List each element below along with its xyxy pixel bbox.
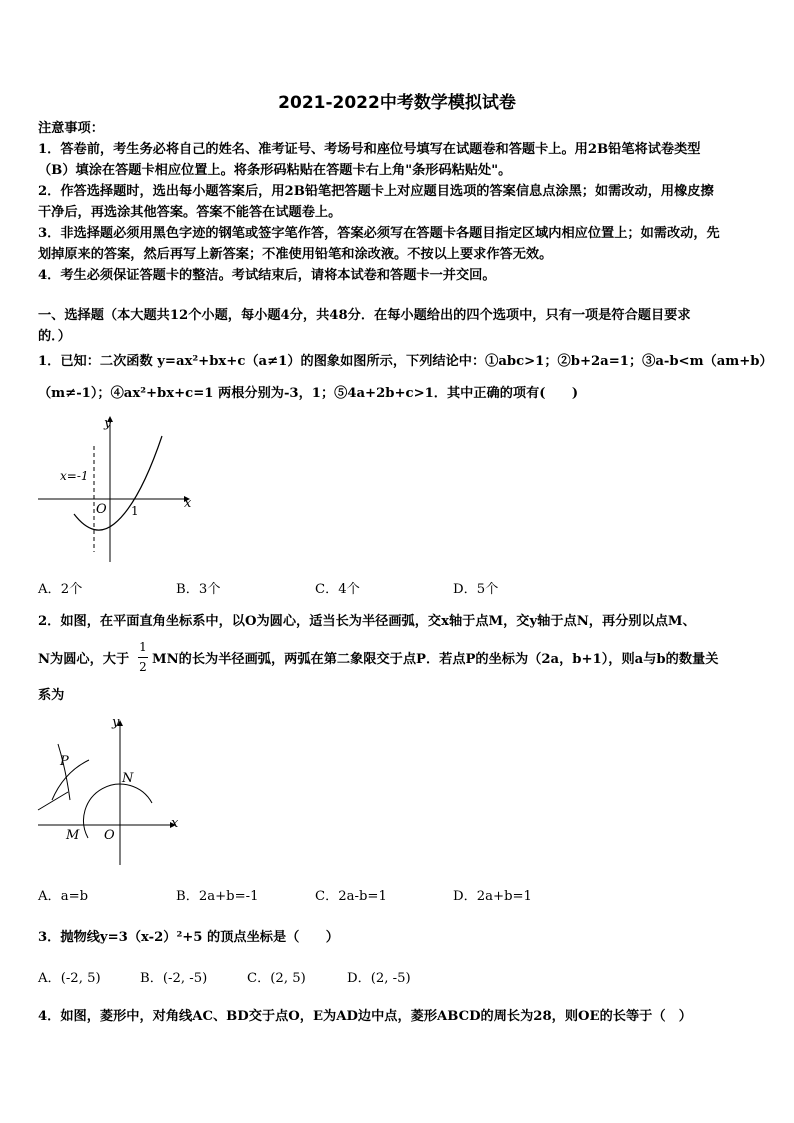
fig2-label-y: y xyxy=(112,715,120,730)
question-2-text-part-b: MN的长为半径画弧，两弧在第二象限交于点P．若点P的坐标为（2a，b+1），则a与b的数量关 xyxy=(152,652,719,667)
notice-line: 1．答卷前，考生务必将自己的姓名、准考证号、考场号和座位号填写在试题卷和答题卡上。用2B铅笔将试卷类型 xyxy=(38,142,701,157)
notice-heading: 注意事项： xyxy=(38,121,104,136)
fraction-numerator: 1 xyxy=(139,640,147,654)
fig1-label-x: x xyxy=(184,496,192,511)
question-1-option-c[interactable]: C．4个 xyxy=(315,582,360,597)
question-3-option-b[interactable]: B．(-2, -5) xyxy=(140,971,208,986)
fig1-label-one: 1 xyxy=(131,504,139,518)
question-3-option-c[interactable]: C．(2, 5) xyxy=(247,971,306,986)
question-2-figure xyxy=(34,712,184,870)
fraction-denominator: 2 xyxy=(139,660,147,674)
fraction-bar xyxy=(138,657,148,658)
fig1-label-origin: O xyxy=(96,502,107,517)
fig2-label-n: N xyxy=(122,771,134,786)
notice-line: 干净后，再选涂其他答案。答案不能答在试题卷上。 xyxy=(38,205,342,220)
question-4-text: 4．如图，菱形中，对角线AC、BD交于点O，E为AD边中点，菱形ABCD的周长为28，则OE的长等于（ ） xyxy=(38,1009,692,1024)
notice-line: 2．作答选择题时，选出每小题答案后，用2B铅笔把答题卡上对应题目选项的答案信息点涂黑；如需改动，用橡皮擦 xyxy=(38,184,714,199)
question-2-text-cont: 系为 xyxy=(38,688,65,703)
notice-line: 3．非选择题必须用黑色字迹的钢笔或签字笔作答，答案必须写在答题卡各题目指定区域内相应位置上；如需改动，先 xyxy=(38,226,720,241)
question-1-option-d[interactable]: D．5个 xyxy=(453,582,499,597)
fig2-label-p: P xyxy=(60,754,69,769)
page-title: 2021-2022中考数学模拟试卷 xyxy=(278,93,516,113)
question-2-option-d[interactable]: D．2a+b=1 xyxy=(453,889,532,904)
question-1-text-cont: （m≠-1）；④ax²+bx+c=1 两根分别为-3，1；⑤4a+2b+c>1．其中正确的项有( ) xyxy=(38,386,579,401)
question-1-text: 1．已知：二次函数 y=ax²+bx+c（a≠1）的图象如图所示，下列结论中：①abc>1；②b+2a=1；③a-b<m（am+b） xyxy=(38,354,773,369)
fig2-label-x: x xyxy=(171,816,179,831)
question-2-option-b[interactable]: B．2a+b=-1 xyxy=(176,889,259,904)
fig2-label-o: O xyxy=(104,828,115,843)
fig1-label-y: y xyxy=(104,416,112,431)
question-1-option-b[interactable]: B．3个 xyxy=(176,582,221,597)
question-3-option-d[interactable]: D．(2, -5) xyxy=(347,971,411,986)
notice-line: 4．考生必须保证答题卡的整洁。考试结束后，请将本试卷和答题卡一并交回。 xyxy=(38,268,496,283)
fig1-label-axis: x=-1 xyxy=(60,469,89,483)
question-2-text-part-a: N为圆心，大于 xyxy=(38,652,130,667)
question-1-figure xyxy=(34,412,199,564)
question-3-text: 3．抛物线y=3（x-2）²+5 的顶点坐标是（ ） xyxy=(38,930,339,945)
section-heading: 一、选择题（本大题共12个小题，每小题4分，共48分．在每小题给出的四个选项中，只有一项是符合题目要求 xyxy=(38,308,691,323)
section-heading-cont: 的．） xyxy=(38,329,71,344)
notice-line: （B）填涂在答题卡相应位置上。将条形码粘贴在答题卡右上角"条形码粘贴处"。 xyxy=(38,163,512,178)
notice-line: 划掉原来的答案，然后再写上新答案；不准使用铅笔和涂改液。不按以上要求作答无效。 xyxy=(38,247,553,262)
question-3-option-a[interactable]: A．(-2, 5) xyxy=(38,971,101,986)
question-2-text: 2．如图，在平面直角坐标系中，以O为圆心，适当长为半径画弧，交x轴于点M，交y轴于点N，再分别以点M、 xyxy=(38,614,696,629)
question-1-option-a[interactable]: A．2个 xyxy=(38,582,83,597)
question-2-option-a[interactable]: A．a=b xyxy=(38,889,89,904)
question-2-option-c[interactable]: C．2a-b=1 xyxy=(315,889,387,904)
fig2-label-m: M xyxy=(66,828,80,843)
